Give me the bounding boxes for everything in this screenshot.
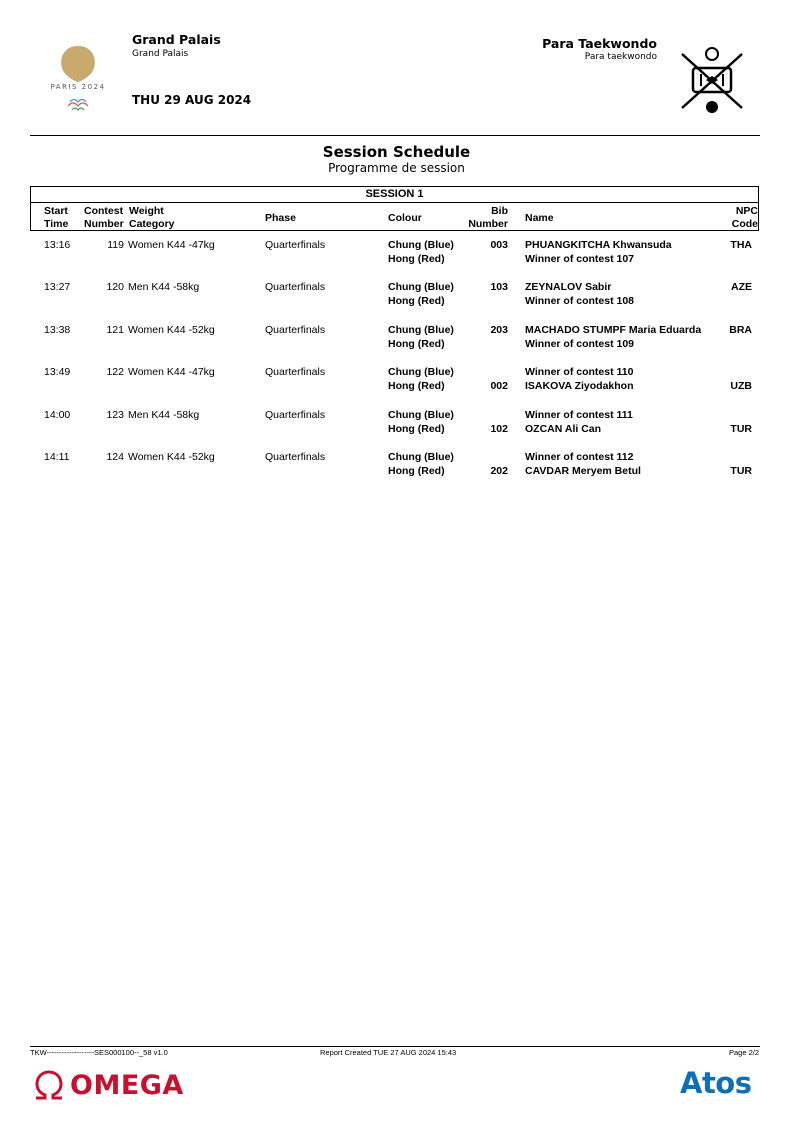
row-name-blue: ZEYNALOV Sabir	[525, 281, 612, 294]
omega-symbol-icon	[32, 1070, 66, 1100]
row-weight-category: Women K44 -52kg	[128, 451, 215, 463]
paris-logo-text: PARIS 2024	[50, 83, 106, 91]
footer-report-created: Report Created TUE 27 AUG 2024 15:43	[320, 1048, 457, 1057]
row-colour-blue: Chung (Blue)	[388, 366, 454, 379]
header-phase: Phase	[265, 212, 296, 224]
session-label: SESSION 1	[365, 188, 424, 200]
row-npc-red: TUR	[730, 422, 752, 435]
row-npc-blue: AZE	[731, 281, 752, 294]
row-bib-blue: 003	[490, 239, 508, 251]
row-contest-number: 122	[106, 366, 124, 379]
header-start-time: Start Time	[44, 205, 69, 230]
row-phase: Quarterfinals	[265, 323, 326, 336]
row-bib-blue: 103	[490, 281, 508, 294]
header-colour: Colour	[388, 212, 422, 224]
row-weight-category: Women K44 -47kg	[128, 366, 215, 379]
row-start-time: 14:11	[44, 451, 70, 463]
row-bib-red: 102	[490, 422, 508, 435]
header-name: Name	[525, 212, 554, 224]
row-colour-red: Hong (Red)	[388, 465, 445, 477]
venue-title: Grand Palais	[132, 32, 221, 47]
row-colour-red: Hong (Red)	[388, 295, 445, 308]
row-start-time: 13:38	[44, 323, 71, 336]
paris-2024-logo-icon	[46, 44, 110, 114]
row-contest-number: 121	[106, 323, 124, 336]
row-start-time: 13:27	[44, 281, 71, 294]
row-weight-category: Men K44 -58kg	[128, 281, 200, 294]
row-colour-red: Hong (Red)	[388, 337, 445, 350]
row-colour-blue: Chung (Blue)	[388, 451, 454, 463]
footer-page: Page 2/2	[728, 1048, 759, 1057]
row-name-red: CAVDAR Meryem Betul	[525, 465, 641, 477]
row-contest-number: 120	[106, 281, 124, 294]
row-name-blue: Winner of contest 111	[525, 408, 633, 421]
row-contest-number: 119	[107, 239, 124, 251]
row-name-blue: Winner of contest 110	[525, 366, 634, 379]
row-phase: Quarterfinals	[265, 239, 326, 251]
row-name-red: Winner of contest 108	[525, 295, 635, 308]
header-bib-number: Bib Number	[468, 205, 508, 230]
omega-logo: OMEGA	[70, 1070, 184, 1101]
row-bib-red: 002	[490, 380, 508, 393]
row-colour-blue: Chung (Blue)	[388, 239, 454, 251]
row-weight-category: Women K44 -52kg	[128, 323, 215, 336]
row-contest-number: 124	[106, 451, 124, 463]
row-start-time: 13:49	[44, 366, 71, 379]
row-phase: Quarterfinals	[265, 366, 326, 379]
row-contest-number: 123	[106, 408, 124, 421]
row-colour-blue: Chung (Blue)	[388, 281, 454, 294]
row-name-blue: MACHADO STUMPF Maria Eduarda	[525, 323, 702, 336]
row-phase: Quarterfinals	[265, 281, 326, 294]
row-name-red: Winner of contest 107	[525, 253, 635, 265]
row-name-blue: Winner of contest 112	[525, 451, 634, 463]
row-name-red: OZCAN Ali Can	[525, 422, 602, 435]
header-divider	[30, 135, 760, 136]
sport-title: Para Taekwondo	[542, 36, 657, 51]
header-npc-code: NPC Code	[731, 205, 758, 230]
row-name-red: Winner of contest 109	[525, 337, 635, 350]
row-name-blue: PHUANGKITCHA Khwansuda	[525, 239, 672, 251]
row-phase: Quarterfinals	[265, 408, 326, 421]
row-weight-category: Women K44 -47kg	[128, 239, 215, 251]
row-colour-blue: Chung (Blue)	[388, 408, 454, 421]
row-npc-blue: THA	[730, 239, 752, 251]
footer-code: TKW-------------------SES000100--_58 v1.0	[30, 1048, 168, 1057]
atos-logo: Atos	[680, 1066, 752, 1100]
row-weight-category: Men K44 -58kg	[128, 408, 200, 421]
footer-divider	[30, 1046, 760, 1047]
row-start-time: 14:00	[44, 408, 71, 421]
para-taekwondo-pictogram-icon	[679, 46, 745, 116]
document-subtitle: Programme de session	[328, 161, 465, 175]
row-name-red: ISAKOVA Ziyodakhon	[525, 380, 634, 393]
venue-subtitle: Grand Palais	[132, 49, 189, 59]
row-bib-red: 202	[490, 465, 508, 477]
row-colour-red: Hong (Red)	[388, 422, 445, 435]
row-phase: Quarterfinals	[265, 451, 326, 463]
row-start-time: 13:16	[44, 239, 71, 251]
row-npc-red: TUR	[730, 465, 752, 477]
row-npc-blue: BRA	[729, 323, 752, 336]
table-header-divider	[30, 202, 759, 203]
row-bib-blue: 203	[490, 323, 508, 336]
document-title: Session Schedule	[322, 143, 471, 161]
row-colour-red: Hong (Red)	[388, 253, 445, 265]
row-npc-red: UZB	[730, 380, 752, 393]
header-weight-category: Weight Category	[129, 205, 175, 230]
event-date: THU 29 AUG 2024	[132, 93, 252, 107]
header-contest-number: Contest Number	[84, 205, 124, 230]
row-colour-red: Hong (Red)	[388, 380, 445, 393]
row-colour-blue: Chung (Blue)	[388, 323, 454, 336]
sport-subtitle: Para taekwondo	[584, 52, 657, 62]
